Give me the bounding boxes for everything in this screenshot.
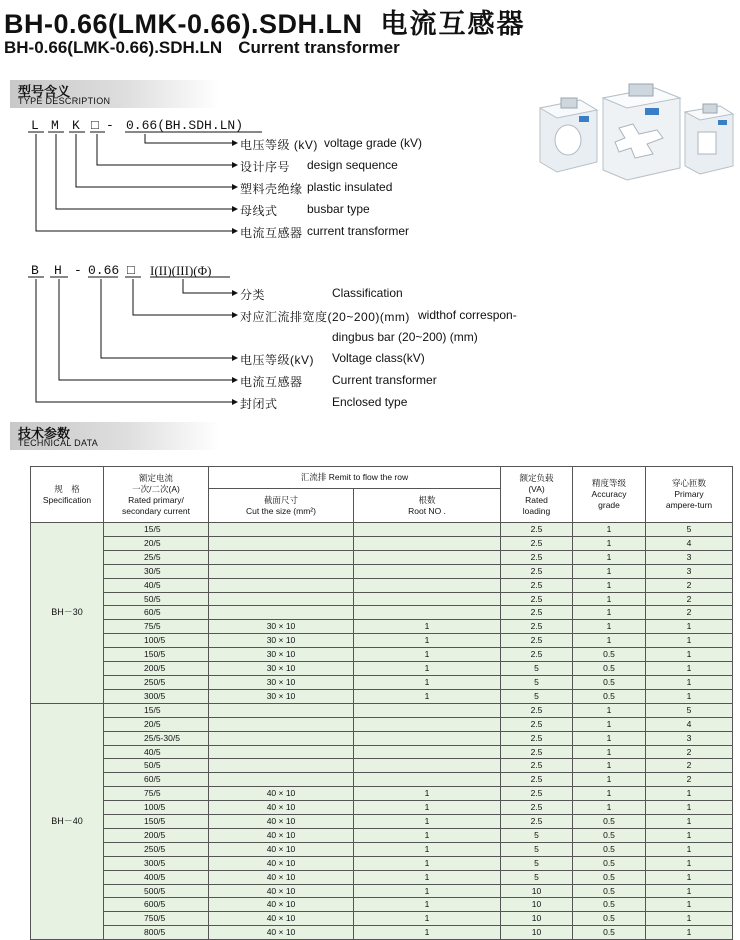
label-en: Voltage class(kV) bbox=[332, 351, 425, 365]
code-letter-l: L bbox=[31, 118, 39, 133]
accuracy-cell: 1 bbox=[573, 523, 646, 537]
table-row bbox=[31, 815, 733, 829]
size-cell: 40 × 10 bbox=[209, 787, 354, 801]
current-cell: 150/5 bbox=[104, 815, 209, 829]
table-row bbox=[31, 884, 733, 898]
table-row bbox=[31, 870, 733, 884]
accuracy-cell: 1 bbox=[573, 703, 646, 717]
ampere-turn-cell: 1 bbox=[646, 870, 733, 884]
ampere-turn-cell: 1 bbox=[646, 926, 733, 940]
current-cell: 800/5 bbox=[104, 926, 209, 940]
loading-cell: 2.5 bbox=[501, 745, 573, 759]
root-cell: 1 bbox=[354, 926, 501, 940]
table-row bbox=[31, 856, 733, 870]
root-cell: 1 bbox=[354, 620, 501, 634]
table-body bbox=[31, 523, 733, 940]
current-cell: 100/5 bbox=[104, 634, 209, 648]
header-accuracy-grade: 精度等级 Accuracy grade bbox=[573, 467, 646, 523]
label-cn: 设计序号 bbox=[240, 160, 291, 174]
table-row bbox=[31, 703, 733, 717]
table-row bbox=[31, 523, 733, 537]
table-row bbox=[31, 842, 733, 856]
accuracy-cell: 1 bbox=[573, 745, 646, 759]
size-cell bbox=[209, 745, 354, 759]
ampere-turn-cell: 2 bbox=[646, 606, 733, 620]
loading-cell: 5 bbox=[501, 856, 573, 870]
table-row bbox=[31, 759, 733, 773]
loading-cell: 10 bbox=[501, 898, 573, 912]
size-cell: 30 × 10 bbox=[209, 648, 354, 662]
loading-cell: 2.5 bbox=[501, 592, 573, 606]
header-ampere-turn: 穿心匝数 Primary ampere-turn bbox=[646, 467, 733, 523]
ampere-turn-cell: 1 bbox=[646, 801, 733, 815]
table-row bbox=[31, 745, 733, 759]
ampere-turn-cell: 2 bbox=[646, 592, 733, 606]
loading-cell: 2.5 bbox=[501, 773, 573, 787]
root-cell: 1 bbox=[354, 689, 501, 703]
ampere-turn-cell: 1 bbox=[646, 620, 733, 634]
accuracy-cell: 0.5 bbox=[573, 689, 646, 703]
label-en: widthof correspon- bbox=[418, 308, 517, 322]
size-cell: 30 × 10 bbox=[209, 634, 354, 648]
accuracy-cell: 0.5 bbox=[573, 926, 646, 940]
size-cell bbox=[209, 564, 354, 578]
code-voltage: 0.66(BH.SDH.LN) bbox=[126, 118, 244, 133]
size-cell bbox=[209, 592, 354, 606]
accuracy-cell: 0.5 bbox=[573, 675, 646, 689]
loading-cell: 2.5 bbox=[501, 759, 573, 773]
loading-cell: 5 bbox=[501, 675, 573, 689]
title-code: BH-0.66(LMK-0.66).SDH.LN bbox=[4, 9, 363, 39]
current-cell: 60/5 bbox=[104, 773, 209, 787]
current-cell: 50/5 bbox=[104, 759, 209, 773]
ampere-turn-cell: 1 bbox=[646, 675, 733, 689]
current-cell: 20/5 bbox=[104, 536, 209, 550]
accuracy-cell: 1 bbox=[573, 759, 646, 773]
loading-cell: 5 bbox=[501, 870, 573, 884]
label-en: dingbus bar (20~200) (mm) bbox=[332, 330, 478, 344]
current-cell: 15/5 bbox=[104, 703, 209, 717]
label-en: Current transformer bbox=[332, 373, 437, 387]
code-box: □ bbox=[91, 118, 99, 133]
header-busbar: 汇流排 Remit to flow the row bbox=[209, 467, 501, 489]
root-cell: 1 bbox=[354, 842, 501, 856]
accuracy-cell: 1 bbox=[573, 731, 646, 745]
table-row bbox=[31, 648, 733, 662]
loading-cell: 2.5 bbox=[501, 606, 573, 620]
loading-cell: 2.5 bbox=[501, 731, 573, 745]
loading-cell: 2.5 bbox=[501, 703, 573, 717]
ampere-turn-cell: 1 bbox=[646, 689, 733, 703]
technical-data-heading bbox=[10, 422, 220, 450]
root-cell bbox=[354, 578, 501, 592]
accuracy-cell: 0.5 bbox=[573, 815, 646, 829]
ampere-turn-cell: 1 bbox=[646, 634, 733, 648]
accuracy-cell: 0.5 bbox=[573, 856, 646, 870]
root-cell bbox=[354, 731, 501, 745]
size-cell: 30 × 10 bbox=[209, 620, 354, 634]
size-cell: 40 × 10 bbox=[209, 884, 354, 898]
size-cell: 40 × 10 bbox=[209, 898, 354, 912]
size-cell: 40 × 10 bbox=[209, 801, 354, 815]
table-row bbox=[31, 828, 733, 842]
label-cn: 电流互感器 bbox=[240, 375, 303, 389]
ampere-turn-cell: 2 bbox=[646, 578, 733, 592]
type-description-en: TYPE DESCRIPTION bbox=[18, 96, 111, 106]
spec-cell: BH－40 bbox=[31, 703, 104, 939]
root-cell bbox=[354, 592, 501, 606]
current-cell: 400/5 bbox=[104, 870, 209, 884]
ampere-turn-cell: 4 bbox=[646, 717, 733, 731]
current-cell: 100/5 bbox=[104, 801, 209, 815]
table-row bbox=[31, 662, 733, 676]
code-letter-k: K bbox=[72, 118, 80, 133]
current-cell: 250/5 bbox=[104, 675, 209, 689]
root-cell: 1 bbox=[354, 884, 501, 898]
loading-cell: 10 bbox=[501, 884, 573, 898]
current-cell: 300/5 bbox=[104, 689, 209, 703]
label-en: busbar type bbox=[307, 202, 370, 216]
code-dash: - bbox=[74, 263, 82, 278]
accuracy-cell: 1 bbox=[573, 787, 646, 801]
ampere-turn-cell: 1 bbox=[646, 884, 733, 898]
size-cell: 40 × 10 bbox=[209, 815, 354, 829]
loading-cell: 2.5 bbox=[501, 801, 573, 815]
ampere-turn-cell: 1 bbox=[646, 815, 733, 829]
code-letter-m: M bbox=[51, 118, 59, 133]
table-row bbox=[31, 926, 733, 940]
ampere-turn-cell: 5 bbox=[646, 703, 733, 717]
ampere-turn-cell: 2 bbox=[646, 759, 733, 773]
size-cell: 40 × 10 bbox=[209, 912, 354, 926]
accuracy-cell: 1 bbox=[573, 578, 646, 592]
loading-cell: 10 bbox=[501, 912, 573, 926]
root-cell: 1 bbox=[354, 634, 501, 648]
label-en: design sequence bbox=[307, 158, 398, 172]
size-cell bbox=[209, 703, 354, 717]
size-cell: 30 × 10 bbox=[209, 689, 354, 703]
header-specification: 规 格 Specification bbox=[31, 467, 104, 523]
root-cell bbox=[354, 550, 501, 564]
table-row bbox=[31, 634, 733, 648]
label-cn: 塑料壳绝缘 bbox=[240, 182, 303, 196]
current-cell: 200/5 bbox=[104, 662, 209, 676]
header-cut-size: 截面尺寸 Cut the size (mm²) bbox=[209, 489, 354, 523]
code-letter-b: B bbox=[31, 263, 39, 278]
current-cell: 60/5 bbox=[104, 606, 209, 620]
current-cell: 150/5 bbox=[104, 648, 209, 662]
root-cell: 1 bbox=[354, 912, 501, 926]
current-cell: 40/5 bbox=[104, 745, 209, 759]
accuracy-cell: 0.5 bbox=[573, 828, 646, 842]
type-description-cn: 型号含义 bbox=[18, 84, 71, 99]
label-en: Enclosed type bbox=[332, 395, 408, 409]
size-cell: 40 × 10 bbox=[209, 926, 354, 940]
loading-cell: 2.5 bbox=[501, 815, 573, 829]
current-cell: 250/5 bbox=[104, 842, 209, 856]
ampere-turn-cell: 2 bbox=[646, 745, 733, 759]
label-cn: 母线式 bbox=[240, 204, 278, 218]
current-cell: 30/5 bbox=[104, 564, 209, 578]
code-classification: I(II)(III)(Φ) bbox=[150, 263, 212, 278]
accuracy-cell: 1 bbox=[573, 550, 646, 564]
header-rated-loading: 额定负载 (VA) Rated loading bbox=[501, 467, 573, 523]
root-cell: 1 bbox=[354, 801, 501, 815]
accuracy-cell: 0.5 bbox=[573, 870, 646, 884]
label-en: plastic insulated bbox=[307, 180, 393, 194]
table-row bbox=[31, 898, 733, 912]
label-en: current transformer bbox=[307, 224, 410, 238]
root-cell bbox=[354, 759, 501, 773]
ampere-turn-cell: 1 bbox=[646, 648, 733, 662]
root-cell bbox=[354, 773, 501, 787]
table-row bbox=[31, 912, 733, 926]
label-cn: 对应汇流排宽度(20~200)(mm) bbox=[240, 310, 410, 324]
accuracy-cell: 1 bbox=[573, 606, 646, 620]
ampere-turn-cell: 1 bbox=[646, 856, 733, 870]
size-cell bbox=[209, 759, 354, 773]
current-cell: 75/5 bbox=[104, 620, 209, 634]
label-cn: 封闭式 bbox=[240, 397, 278, 411]
root-cell bbox=[354, 703, 501, 717]
current-cell: 50/5 bbox=[104, 592, 209, 606]
current-cell: 300/5 bbox=[104, 856, 209, 870]
table-header bbox=[31, 467, 733, 523]
label-cn: 电压等级 (kV) bbox=[240, 138, 318, 152]
root-cell: 1 bbox=[354, 856, 501, 870]
size-cell: 30 × 10 bbox=[209, 675, 354, 689]
technical-data-table bbox=[30, 466, 733, 940]
accuracy-cell: 1 bbox=[573, 773, 646, 787]
ampere-turn-cell: 1 bbox=[646, 828, 733, 842]
table-row bbox=[31, 536, 733, 550]
code-box: □ bbox=[127, 263, 135, 278]
size-cell bbox=[209, 773, 354, 787]
ampere-turn-cell: 3 bbox=[646, 731, 733, 745]
accuracy-cell: 1 bbox=[573, 564, 646, 578]
accuracy-cell: 0.5 bbox=[573, 912, 646, 926]
ampere-turn-cell: 1 bbox=[646, 842, 733, 856]
table-row bbox=[31, 731, 733, 745]
loading-cell: 2.5 bbox=[501, 564, 573, 578]
root-cell: 1 bbox=[354, 828, 501, 842]
size-cell bbox=[209, 606, 354, 620]
ampere-turn-cell: 3 bbox=[646, 550, 733, 564]
accuracy-cell: 0.5 bbox=[573, 662, 646, 676]
accuracy-cell: 1 bbox=[573, 620, 646, 634]
ampere-turn-cell: 5 bbox=[646, 523, 733, 537]
loading-cell: 2.5 bbox=[501, 536, 573, 550]
header-rated-current: 额定电流 一次/二次(A) Rated primary/ secondary current bbox=[104, 467, 209, 523]
ampere-turn-cell: 2 bbox=[646, 773, 733, 787]
loading-cell: 5 bbox=[501, 828, 573, 842]
table-row bbox=[31, 675, 733, 689]
technical-data-en: TECHNICAL DATA bbox=[18, 438, 99, 448]
current-cell: 40/5 bbox=[104, 578, 209, 592]
ampere-turn-cell: 1 bbox=[646, 787, 733, 801]
table-row bbox=[31, 592, 733, 606]
accuracy-cell: 0.5 bbox=[573, 898, 646, 912]
root-cell bbox=[354, 606, 501, 620]
size-cell: 30 × 10 bbox=[209, 662, 354, 676]
label-en: voltage grade (kV) bbox=[324, 136, 423, 150]
root-cell: 1 bbox=[354, 662, 501, 676]
loading-cell: 2.5 bbox=[501, 578, 573, 592]
loading-cell: 5 bbox=[501, 662, 573, 676]
loading-cell: 2.5 bbox=[501, 717, 573, 731]
root-cell bbox=[354, 717, 501, 731]
current-cell: 25/5-30/5 bbox=[104, 731, 209, 745]
root-cell: 1 bbox=[354, 648, 501, 662]
ampere-turn-cell: 4 bbox=[646, 536, 733, 550]
label-en: Classification bbox=[332, 286, 403, 300]
code-voltage: 0.66 bbox=[88, 263, 120, 278]
root-cell bbox=[354, 564, 501, 578]
current-cell: 20/5 bbox=[104, 717, 209, 731]
current-cell: 15/5 bbox=[104, 523, 209, 537]
code-letter-h: H bbox=[54, 263, 62, 278]
root-cell: 1 bbox=[354, 675, 501, 689]
ampere-turn-cell: 1 bbox=[646, 662, 733, 676]
current-cell: 750/5 bbox=[104, 912, 209, 926]
subtitle-code: BH-0.66(LMK-0.66).SDH.LN bbox=[4, 38, 223, 57]
loading-cell: 2.5 bbox=[501, 648, 573, 662]
root-cell bbox=[354, 536, 501, 550]
size-cell bbox=[209, 717, 354, 731]
table-row bbox=[31, 620, 733, 634]
size-cell bbox=[209, 550, 354, 564]
accuracy-cell: 1 bbox=[573, 801, 646, 815]
loading-cell: 2.5 bbox=[501, 523, 573, 537]
loading-cell: 2.5 bbox=[501, 620, 573, 634]
spec-cell: BH－30 bbox=[31, 523, 104, 704]
current-cell: 200/5 bbox=[104, 828, 209, 842]
table-row bbox=[31, 550, 733, 564]
size-cell bbox=[209, 523, 354, 537]
table-row bbox=[31, 689, 733, 703]
table-row bbox=[31, 717, 733, 731]
accuracy-cell: 0.5 bbox=[573, 884, 646, 898]
accuracy-cell: 1 bbox=[573, 717, 646, 731]
current-cell: 25/5 bbox=[104, 550, 209, 564]
table-row bbox=[31, 578, 733, 592]
accuracy-cell: 0.5 bbox=[573, 648, 646, 662]
root-cell: 1 bbox=[354, 898, 501, 912]
loading-cell: 2.5 bbox=[501, 787, 573, 801]
ampere-turn-cell: 1 bbox=[646, 912, 733, 926]
accuracy-cell: 1 bbox=[573, 536, 646, 550]
loading-cell: 2.5 bbox=[501, 634, 573, 648]
root-cell bbox=[354, 745, 501, 759]
header-root-number: 根数 Root NO . bbox=[354, 489, 501, 523]
loading-cell: 2.5 bbox=[501, 550, 573, 564]
ampere-turn-cell: 1 bbox=[646, 898, 733, 912]
subtitle-english: Current transformer bbox=[238, 38, 400, 57]
label-cn: 电压等级(kV) bbox=[240, 353, 314, 367]
root-cell: 1 bbox=[354, 787, 501, 801]
root-cell bbox=[354, 523, 501, 537]
table-row bbox=[31, 773, 733, 787]
size-cell bbox=[209, 578, 354, 592]
title-chinese: 电流互感器 bbox=[380, 9, 526, 39]
loading-cell: 10 bbox=[501, 926, 573, 940]
accuracy-cell: 1 bbox=[573, 634, 646, 648]
root-cell: 1 bbox=[354, 870, 501, 884]
accuracy-cell: 0.5 bbox=[573, 842, 646, 856]
accuracy-cell: 1 bbox=[573, 592, 646, 606]
root-cell: 1 bbox=[354, 815, 501, 829]
ampere-turn-cell: 3 bbox=[646, 564, 733, 578]
size-cell: 40 × 10 bbox=[209, 828, 354, 842]
label-cn: 分类 bbox=[240, 288, 266, 302]
size-cell: 40 × 10 bbox=[209, 870, 354, 884]
size-cell: 40 × 10 bbox=[209, 842, 354, 856]
label-cn: 电流互感器 bbox=[240, 226, 303, 240]
table-row bbox=[31, 564, 733, 578]
technical-data-cn: 技术参数 bbox=[18, 426, 71, 441]
loading-cell: 5 bbox=[501, 842, 573, 856]
table-row bbox=[31, 801, 733, 815]
current-cell: 600/5 bbox=[104, 898, 209, 912]
size-cell bbox=[209, 731, 354, 745]
table-row bbox=[31, 606, 733, 620]
current-cell: 500/5 bbox=[104, 884, 209, 898]
code-dash: - bbox=[106, 118, 114, 133]
current-cell: 75/5 bbox=[104, 787, 209, 801]
loading-cell: 5 bbox=[501, 689, 573, 703]
table-row bbox=[31, 787, 733, 801]
size-cell bbox=[209, 536, 354, 550]
size-cell: 40 × 10 bbox=[209, 856, 354, 870]
